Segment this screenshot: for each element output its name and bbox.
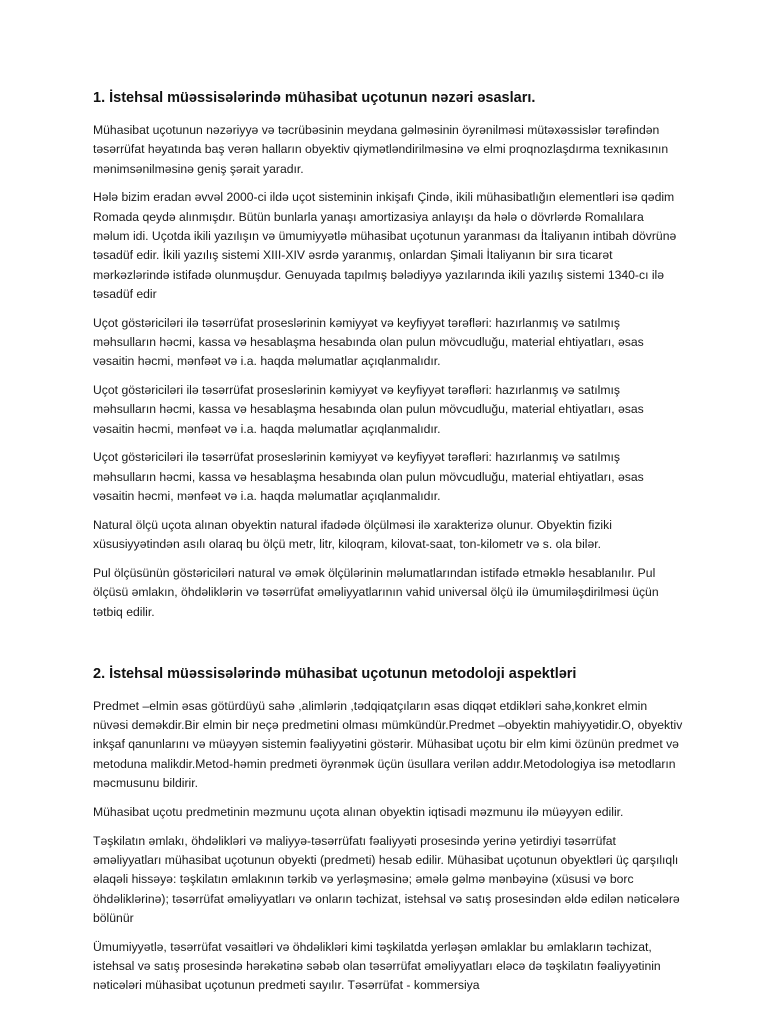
paragraph: Hələ bizim eradan əvvəl 2000-ci ildə uçot sisteminin inkişafı Çində, ikili mühasibatlığın elementləri isə qədim Romada qeydə alınmışdır. Bütün bunlarla yanaşı amortizasiya anlayışı da hələ o dövrlərdə Romalılara məlum idi. Uçotda ikili yazılışın və ümumiyyətlə mühasibat uçotunun yaranması da İtaliyanın intibah dövrünə təsadüf edir. İkili yazılış sistemi XIII-XIV əsrdə yaranmış, onlardan Şimali İtaliyanın bir sıra ticarət mərkəzlərində istifadə olunmuşdur. Genuyada tapılmış bələdiyyə yazılarında ikili yazılış sistemi 1340-cı ilə təsadüf edir bbox=[93, 190, 677, 301]
paragraph: Mühasibat uçotunun nəzəriyyə və təcrübəsinin meydana gəlməsinin öyrənilməsi mütəxəssislər tərəfindən təsərrüfat həyatında baş verən halların obyektiv qiymətləndirilməsinə və elmi proqnozlaşdırma texnikasının mənimsənilməsinə geniş şərait yaradır. bbox=[93, 123, 669, 176]
paragraph: Mühasibat uçotu predmetinin məzmunu uçota alınan obyektin iqtisadi məzmunu ilə müəyyən edilir. bbox=[93, 804, 624, 819]
paragraph: Pul ölçüsünün göstəriciləri natural və əmək ölçülərinin məlumatlarından istifadə etməklə hesablanılır. Pul ölçüsü əmlakın, öhdəliklərin və təsərrüfat əməliyyatlarının vahid universal ölçü ilə ümumiləşdirilməsi üçün tətbiq edilir. bbox=[93, 565, 659, 619]
paragraph: Təşkilatın əmlakı, öhdəlikləri və maliyyə-təsərrüfatı fəaliyyəti prosesində yerinə yetirdiyi təsərrüfat əməliyyatları mühasibat uçotunun obyekti (predmeti) hesab edilir. Mühasibat uçotunun obyektləri üç qarşılıqlı əlaqəli hissəyə: təşkilatın əmlakının tərkib və yerləşməsinə; əmələ gəlmə mənbəyinə (xüsusi və borc öhdəliklərinə); təsərrüfat əməliyyatları və onların təchizat, istehsal və satış prosesindən əldə edilən nəticələrə bölünür bbox=[93, 833, 680, 925]
paragraph: Uçot göstəriciləri ilə təsərrüfat proseslərinin kəmiyyət və keyfiyyət tərəfləri: hazırlanmış və satılmış məhsulların həcmi, kassa və hesablaşma hesabında olan pulun mövcudluğu, material ehtiyatları, əsas vəsaitin həcmi, mənfəət və i.a. haqda məlumatlar açıqlanmalıdır. bbox=[93, 315, 644, 369]
section-1-heading: 1. İstehsal müəssisələrində mühasibat uçotunun nəzəri əsasları. bbox=[93, 90, 536, 106]
paragraph: Uçot göstəriciləri ilə təsərrüfat proseslərinin kəmiyyət və keyfiyyət tərəfləri: hazırlanmış və satılmış məhsulların həcmi, kassa və hesablaşma hesabında olan pulun mövcudluğu, material ehtiyatları, əsas vəsaitin həcmi, mənfəət və i.a. haqda məlumatlar açıqlanmalıdır. bbox=[93, 450, 644, 504]
paragraph: Uçot göstəriciləri ilə təsərrüfat proseslərinin kəmiyyət və keyfiyyət tərəfləri: hazırlanmış və satılmış məhsulların həcmi, kassa və hesablaşma hesabında olan pulun mövcudluğu, material ehtiyatları, əsas vəsaitin həcmi, mənfəət və i.a. haqda məlumatlar açıqlanmalıdır. bbox=[93, 383, 644, 436]
paragraph: Natural ölçü uçota alınan obyektin natural ifadədə ölçülməsi ilə xarakterizə olunur. Obyektin fiziki xüsusiyyətindən asılı olaraq bu ölçü metr, litr, kiloqram, kilovat-saat, ton-kilometr və s. ola bilər. bbox=[93, 517, 612, 552]
paragraph: Ümumiyyətlə, təsərrüfat vəsaitləri və öhdəlikləri kimi təşkilatda yerləşən əmlaklar bu əmlakların təchizat, istehsal və satış prosesində hərəkətinə səbəb olan təsərrüfat əməliyyatları eləcə də təşkilatın fəaliyyətinin nəticələri mühasibat uçotunun predmeti sayılır. Təsərrüfat - kommersiya bbox=[93, 939, 661, 993]
section-2-heading: 2. İstehsal müəssisələrində mühasibat uçotunun metodoloji aspektləri bbox=[93, 665, 577, 682]
document-page bbox=[93, 88, 683, 1005]
paragraph: Predmet –elmin əsas götürdüyü sahə ,alimlərin ,tədqiqatçıların əsas diqqət etdikləri sahə,konkret elmin nüvəsi deməkdir.Bir elmin bir neçə predmetini olması mümkündür.Predmet –obyektin mahiyyətidir.O, obyektiv inkşaf qanunlarını və müəyyən sistemin fəaliyyətini göstərir. Mühasibat uçotu bir elm kimi özünün predmet və metoduna malikdir.Metod-həmin predmeti öyrənmək üçün üsullara verilən addır.Metodologiya isə metodların məcmusunu bildirir. bbox=[93, 698, 683, 791]
